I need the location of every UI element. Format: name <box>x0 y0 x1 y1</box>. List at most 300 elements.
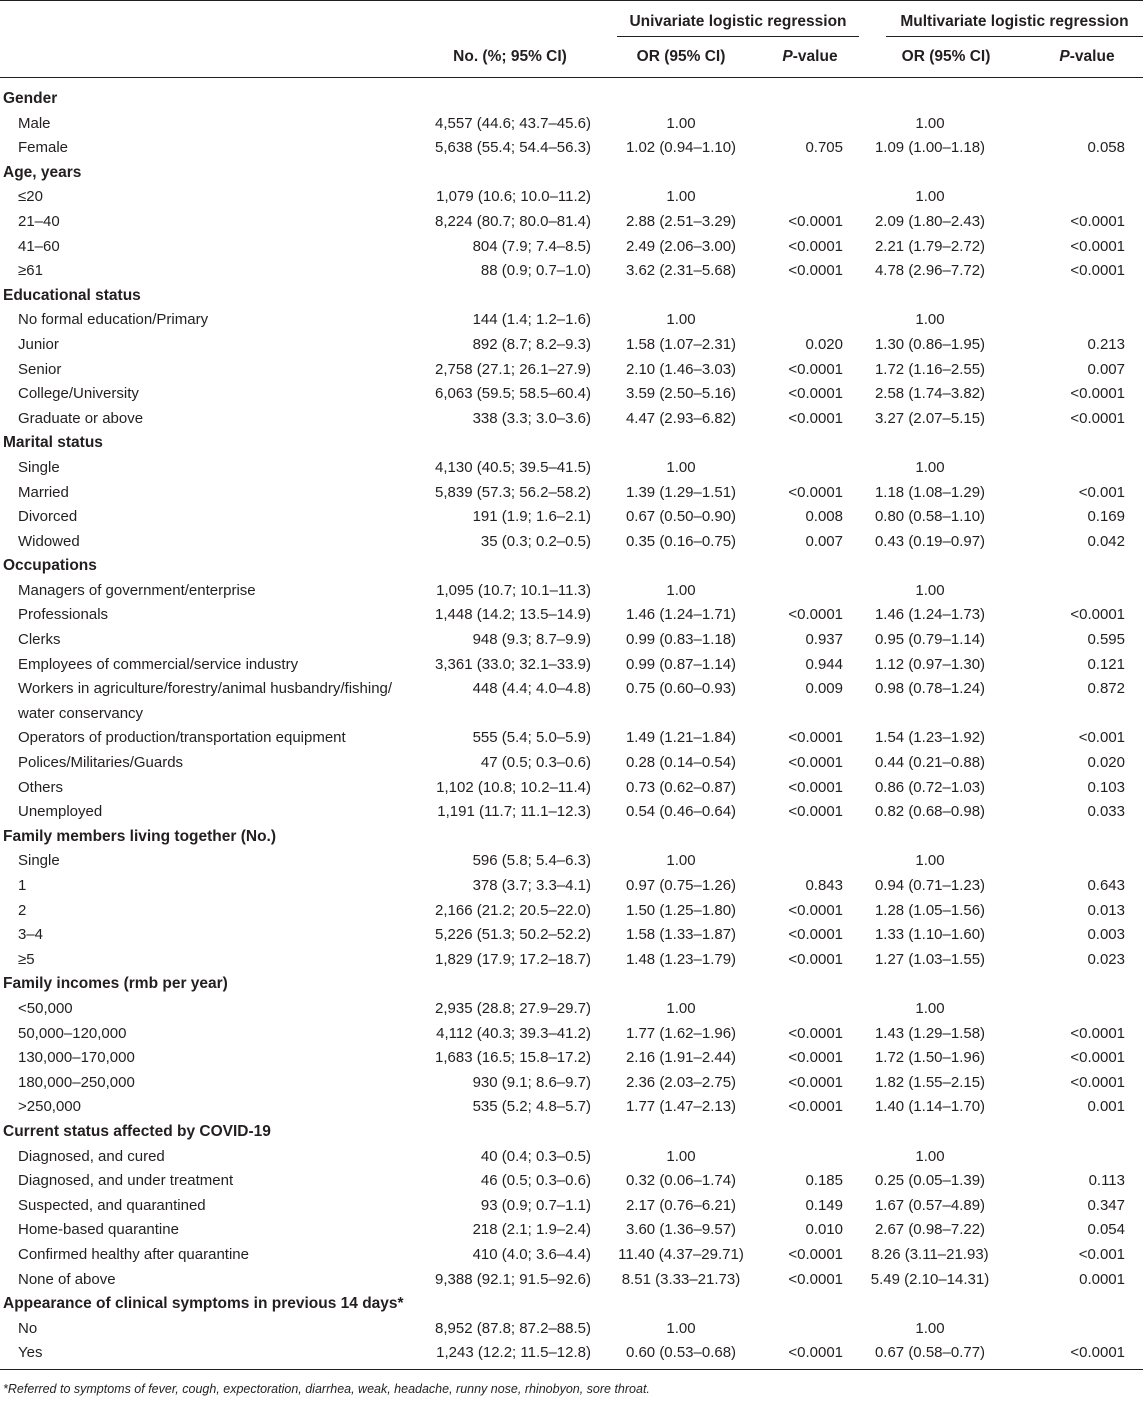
spacer <box>843 948 870 973</box>
or-multivariate-cell: 1.33 (1.10–1.60) <box>874 926 986 944</box>
count-cell: 1,102 (10.8; 10.2–11.4) <box>436 778 591 796</box>
or-multivariate-cell: 1.00 <box>915 852 945 870</box>
or-univariate-cell: 1.00 <box>666 1319 696 1337</box>
p-univariate-cell <box>745 1317 843 1342</box>
spacer <box>843 628 870 653</box>
spacer <box>591 407 617 432</box>
table-row <box>0 800 1143 825</box>
category-row <box>0 87 1143 112</box>
count-cell: 1,079 (10.6; 10.0–11.2) <box>436 188 591 206</box>
spacer <box>591 1341 617 1366</box>
spacer <box>591 235 617 260</box>
or-multivariate-cell: 1.09 (1.00–1.18) <box>874 139 986 157</box>
table-row <box>0 185 1143 210</box>
row-label: 2 <box>18 901 27 919</box>
table-row <box>0 1169 1143 1194</box>
bottom-rule <box>0 1369 1143 1370</box>
spacer <box>1125 456 1143 481</box>
or-multivariate-cell: 1.00 <box>915 999 945 1017</box>
or-multivariate-cell: 0.95 (0.79–1.14) <box>874 631 986 649</box>
p-multivariate-cell: 0.054 <box>1087 1221 1125 1239</box>
p-univariate-cell: 0.009 <box>805 680 843 698</box>
category-row <box>0 284 1143 309</box>
p-univariate-cell: <0.0001 <box>788 754 843 772</box>
p-multivariate-cell: 0.003 <box>1087 926 1125 944</box>
p-multivariate-cell: 0.872 <box>1087 680 1125 698</box>
row-label: ≥5 <box>18 950 35 968</box>
spacer <box>843 751 870 776</box>
p-multivariate-cell: 0.013 <box>1087 901 1125 919</box>
p-multivariate-cell <box>990 579 1125 604</box>
table-row <box>0 1145 1143 1170</box>
p-multivariate-cell: 0.643 <box>1087 877 1125 894</box>
spacer <box>843 382 870 407</box>
or-univariate-cell: 2.88 (2.51–3.29) <box>625 212 737 230</box>
or-univariate-cell: 8.51 (3.33–21.73) <box>621 1270 741 1288</box>
p-univariate-cell <box>745 112 843 137</box>
count-cell: 3,361 (33.0; 32.1–33.9) <box>435 655 591 673</box>
count-cell: 191 (1.9; 1.6–2.1) <box>472 508 591 526</box>
table-row <box>0 1341 1143 1366</box>
row-label: Female <box>18 139 69 157</box>
p-univariate-cell <box>745 849 843 874</box>
spacer <box>1125 776 1143 801</box>
p-univariate-cell <box>745 579 843 604</box>
category-label: Family incomes (rmb per year) <box>3 975 228 993</box>
or-univariate-cell: 3.62 (2.31–5.68) <box>625 262 737 280</box>
p-univariate-cell: 0.843 <box>805 877 843 894</box>
or-multivariate-cell: 2.58 (1.74–3.82) <box>874 385 986 403</box>
count-cell: 410 (4.0; 3.6–4.4) <box>472 1245 591 1263</box>
spacer <box>1125 997 1143 1022</box>
spacer <box>1125 849 1143 874</box>
table-row <box>0 726 1143 751</box>
or-univariate-cell: 1.77 (1.47–2.13) <box>625 1098 737 1116</box>
category-label: Appearance of clinical symptoms in previous 14 days* <box>3 1295 404 1313</box>
p-multivariate-cell: <0.0001 <box>1070 237 1125 255</box>
col-header-p-univariate <box>760 45 860 69</box>
spacer <box>1125 1268 1143 1293</box>
row-label: 3–4 <box>18 926 44 944</box>
p-multivariate-cell: 0.213 <box>1087 335 1125 353</box>
category-row <box>0 1292 1143 1317</box>
or-univariate-cell: 1.49 (1.21–1.84) <box>625 729 737 747</box>
spacer <box>843 923 870 948</box>
or-multivariate-cell: 0.94 (0.71–1.23) <box>874 877 986 894</box>
category-row <box>0 161 1143 186</box>
or-multivariate-cell: 1.46 (1.24–1.73) <box>874 606 986 624</box>
row-label: No formal education/Primary <box>18 311 209 329</box>
p-multivariate-cell: 0.007 <box>1087 360 1125 378</box>
spacer <box>843 333 870 358</box>
category-row <box>0 972 1143 997</box>
spacer <box>843 136 870 161</box>
p-univariate-cell <box>745 308 843 333</box>
spacer <box>591 333 617 358</box>
p-multivariate-cell: 0.001 <box>1087 1098 1125 1116</box>
table-row <box>0 997 1143 1022</box>
spacer <box>591 259 617 284</box>
spacer <box>1125 751 1143 776</box>
or-multivariate-cell: 4.78 (2.96–7.72) <box>874 262 986 280</box>
or-multivariate-cell: 5.49 (2.10–14.31) <box>870 1270 990 1288</box>
spacer <box>1125 628 1143 653</box>
p-univariate-cell: 0.007 <box>805 532 843 550</box>
p-univariate-cell: 0.149 <box>805 1196 843 1214</box>
table-row <box>0 603 1143 628</box>
col-header-p-multivariate <box>1035 45 1139 69</box>
spacer <box>843 899 870 924</box>
table-row <box>0 1095 1143 1120</box>
spacer <box>843 407 870 432</box>
or-multivariate-cell: 1.18 (1.08–1.29) <box>874 483 986 501</box>
row-label: 180,000–250,000 <box>18 1073 135 1091</box>
spacer <box>1125 210 1143 235</box>
p-univariate-cell: 0.944 <box>805 655 843 673</box>
spacer <box>843 235 870 260</box>
spacer <box>843 1268 870 1293</box>
spacer <box>591 185 617 210</box>
spacer <box>843 1317 870 1342</box>
spacer <box>843 481 870 506</box>
table-row <box>0 308 1143 333</box>
table-row <box>0 530 1143 555</box>
spacer <box>843 800 870 825</box>
p-univariate-cell <box>745 997 843 1022</box>
count-cell: 596 (5.8; 5.4–6.3) <box>472 852 591 870</box>
spacer <box>591 481 617 506</box>
p-univariate-cell: <0.0001 <box>788 385 843 403</box>
p-univariate-cell: <0.0001 <box>788 483 843 501</box>
spacer <box>591 628 617 653</box>
header-rule <box>0 77 1143 78</box>
or-univariate-cell: 1.58 (1.33–1.87) <box>625 926 737 944</box>
p-univariate-cell: <0.0001 <box>788 1344 843 1362</box>
spacer <box>591 1071 617 1096</box>
category-label: Occupations <box>3 557 97 575</box>
table-row <box>0 849 1143 874</box>
p-multivariate-cell: <0.0001 <box>1070 409 1125 427</box>
row-label: Workers in agriculture/forestry/animal husbandry/fishing/ water conservancy <box>18 680 393 722</box>
count-cell: 88 (0.9; 0.7–1.0) <box>480 262 591 280</box>
p-multivariate-cell: 0.103 <box>1087 778 1125 796</box>
spacer <box>591 849 617 874</box>
or-multivariate-cell: 2.67 (0.98–7.22) <box>874 1221 986 1239</box>
row-label: Senior <box>18 360 62 378</box>
spacer <box>843 677 870 726</box>
spacer <box>1125 1145 1143 1170</box>
spacer <box>591 1194 617 1219</box>
p-univariate-cell: <0.0001 <box>788 360 843 378</box>
spacer <box>1125 1169 1143 1194</box>
spacer <box>843 1046 870 1071</box>
spacer <box>1125 1194 1143 1219</box>
spacer <box>1125 874 1143 899</box>
row-label: Single <box>18 852 60 870</box>
or-multivariate-cell: 1.00 <box>915 311 945 329</box>
p-univariate-cell: 0.010 <box>805 1221 843 1239</box>
category-label: Gender <box>3 90 58 107</box>
row-label: Unemployed <box>18 803 103 821</box>
p-multivariate-cell: <0.0001 <box>1070 1344 1125 1362</box>
p-univariate-cell: <0.0001 <box>788 1049 843 1067</box>
or-multivariate-cell: 1.43 (1.29–1.58) <box>874 1024 986 1042</box>
category-label: Current status affected by COVID-19 <box>3 1122 271 1140</box>
table-row <box>0 653 1143 678</box>
spacer <box>843 1145 870 1170</box>
col-header-or-multivariate: OR (95% CI) <box>901 48 991 65</box>
p-multivariate-cell <box>990 308 1125 333</box>
spacer <box>843 1071 870 1096</box>
row-label: Widowed <box>18 532 80 550</box>
spacer <box>843 726 870 751</box>
count-cell: 5,839 (57.3; 56.2–58.2) <box>435 483 591 501</box>
spacer <box>591 358 617 383</box>
row-label: Managers of government/enterprise <box>18 581 256 599</box>
row-label: Divorced <box>18 508 78 526</box>
or-univariate-cell: 0.28 (0.14–0.54) <box>625 754 737 772</box>
row-label: Operators of production/transportation equipment <box>18 729 346 747</box>
row-label: Married <box>18 483 69 501</box>
spacer <box>591 456 617 481</box>
row-label: Confirmed healthy after quarantine <box>18 1245 249 1263</box>
p-univariate-cell: <0.0001 <box>788 606 843 624</box>
count-cell: 9,388 (92.1; 91.5–92.6) <box>435 1270 591 1288</box>
or-univariate-cell: 1.39 (1.29–1.51) <box>625 483 737 501</box>
or-univariate-cell: 0.75 (0.60–0.93) <box>625 680 737 698</box>
p-univariate-cell: 0.937 <box>805 631 843 649</box>
spacer <box>591 1095 617 1120</box>
spacer <box>1125 259 1143 284</box>
table-row <box>0 136 1143 161</box>
or-multivariate-cell: 1.00 <box>915 458 945 476</box>
p-italic: P <box>1059 48 1070 65</box>
or-univariate-cell: 2.36 (2.03–2.75) <box>625 1073 737 1091</box>
spacer <box>843 112 870 137</box>
spacer <box>591 653 617 678</box>
count-cell: 2,166 (21.2; 20.5–22.0) <box>435 901 591 919</box>
count-cell: 1,095 (10.7; 10.1–11.3) <box>436 581 591 599</box>
count-cell: 2,935 (28.8; 27.9–29.7) <box>435 999 591 1017</box>
table-row <box>0 1218 1143 1243</box>
p-multivariate-cell: 0.121 <box>1087 655 1125 673</box>
spacer <box>843 1095 870 1120</box>
spacer <box>843 530 870 555</box>
spacer <box>843 874 870 899</box>
or-multivariate-cell: 1.00 <box>915 581 945 599</box>
or-multivariate-cell: 1.82 (1.55–2.15) <box>874 1073 986 1091</box>
row-label: No <box>18 1319 38 1337</box>
row-label: Employees of commercial/service industry <box>18 655 299 673</box>
spacer <box>1125 1095 1143 1120</box>
count-cell: 948 (9.3; 8.7–9.9) <box>472 631 591 649</box>
p-univariate-cell: <0.0001 <box>788 262 843 280</box>
count-cell: 2,758 (27.1; 26.1–27.9) <box>435 360 591 378</box>
count-cell: 144 (1.4; 1.2–1.6) <box>472 311 591 329</box>
or-multivariate-cell: 0.80 (0.58–1.10) <box>874 508 986 526</box>
or-univariate-cell: 2.49 (2.06–3.00) <box>625 237 737 255</box>
p-multivariate-cell <box>990 185 1125 210</box>
spacer <box>591 948 617 973</box>
or-multivariate-cell: 1.72 (1.50–1.96) <box>874 1049 986 1067</box>
spacer <box>843 308 870 333</box>
spacer <box>843 505 870 530</box>
table-row <box>0 407 1143 432</box>
or-univariate-cell: 1.00 <box>666 458 696 476</box>
or-multivariate-cell: 2.09 (1.80–2.43) <box>874 212 986 230</box>
or-multivariate-cell: 2.21 (1.79–2.72) <box>874 237 986 255</box>
spacer <box>1125 481 1143 506</box>
row-label: 50,000–120,000 <box>18 1024 127 1042</box>
table-row <box>0 923 1143 948</box>
results-table <box>0 87 1143 1366</box>
or-univariate-cell: 1.02 (0.94–1.10) <box>625 139 737 157</box>
spacer <box>1125 1022 1143 1047</box>
or-multivariate-cell: 1.54 (1.23–1.92) <box>874 729 986 747</box>
p-multivariate-cell: 0.595 <box>1087 631 1125 649</box>
row-label: None of above <box>18 1270 116 1288</box>
row-label: ≤20 <box>18 188 43 206</box>
count-cell: 555 (5.4; 5.0–5.9) <box>472 729 591 747</box>
spacer <box>591 530 617 555</box>
row-label: >250,000 <box>18 1098 81 1116</box>
spacer <box>1125 800 1143 825</box>
p-multivariate-cell: 0.020 <box>1087 754 1125 772</box>
or-multivariate-cell: 1.00 <box>915 1319 945 1337</box>
spacer <box>843 456 870 481</box>
p-italic: P <box>782 48 793 65</box>
spacer <box>1125 1071 1143 1096</box>
count-cell: 4,112 (40.3; 39.3–41.2) <box>436 1024 591 1042</box>
or-univariate-cell: 1.58 (1.07–2.31) <box>625 335 737 353</box>
category-row <box>0 431 1143 456</box>
count-cell: 1,191 (11.7; 11.1–12.3) <box>437 803 591 821</box>
or-univariate-cell: 1.48 (1.23–1.79) <box>625 950 737 968</box>
or-univariate-cell: 2.16 (1.91–2.44) <box>625 1049 737 1067</box>
table-row <box>0 1317 1143 1342</box>
p-multivariate-cell: 0.058 <box>1087 139 1125 157</box>
p-multivariate-cell <box>990 456 1125 481</box>
or-univariate-cell: 2.10 (1.46–3.03) <box>625 360 737 378</box>
or-multivariate-cell: 1.67 (0.57–4.89) <box>874 1196 986 1214</box>
spacer <box>1125 1243 1143 1268</box>
spacer <box>1125 235 1143 260</box>
spacer <box>1125 112 1143 137</box>
spacer <box>1125 505 1143 530</box>
or-univariate-cell: 0.99 (0.83–1.18) <box>625 631 737 649</box>
or-univariate-cell: 1.00 <box>666 581 696 599</box>
or-univariate-cell: 1.46 (1.24–1.71) <box>625 606 737 624</box>
spacer <box>1125 579 1143 604</box>
p-multivariate-cell: <0.0001 <box>1070 262 1125 280</box>
or-univariate-cell: 2.17 (0.76–6.21) <box>625 1196 737 1214</box>
spacer <box>1125 603 1143 628</box>
p-multivariate-cell: <0.0001 <box>1070 1049 1125 1067</box>
table-row <box>0 1071 1143 1096</box>
p-univariate-cell: <0.0001 <box>788 1024 843 1042</box>
spacer <box>591 603 617 628</box>
row-label: Junior <box>18 335 59 353</box>
p-univariate-cell: <0.0001 <box>788 1073 843 1091</box>
category-row <box>0 554 1143 579</box>
count-cell: 35 (0.3; 0.2–0.5) <box>480 532 591 550</box>
row-label: Home-based quarantine <box>18 1221 179 1239</box>
or-multivariate-cell: 0.25 (0.05–1.39) <box>874 1172 986 1190</box>
count-cell: 338 (3.3; 3.0–3.6) <box>472 409 591 427</box>
or-univariate-cell: 0.67 (0.50–0.90) <box>625 508 737 526</box>
p-multivariate-cell: 0.042 <box>1087 532 1125 550</box>
row-label: Yes <box>18 1344 43 1362</box>
count-cell: 6,063 (59.5; 58.5–60.4) <box>435 385 591 403</box>
table-row <box>0 382 1143 407</box>
p-univariate-cell: <0.0001 <box>788 926 843 944</box>
spacer <box>1125 1341 1143 1366</box>
p-multivariate-cell <box>990 1145 1125 1170</box>
table-row <box>0 1194 1143 1219</box>
spacer <box>591 1169 617 1194</box>
spacer <box>591 210 617 235</box>
spacer <box>843 1243 870 1268</box>
spacer <box>1125 1046 1143 1071</box>
category-row <box>0 825 1143 850</box>
p-univariate-cell <box>745 456 843 481</box>
p-univariate-cell: <0.0001 <box>788 237 843 255</box>
spacer <box>1125 653 1143 678</box>
or-univariate-cell: 1.00 <box>666 114 696 132</box>
count-cell: 1,829 (17.9; 17.2–18.7) <box>435 950 591 968</box>
spacer <box>843 603 870 628</box>
category-label: Age, years <box>3 163 82 181</box>
spacer <box>591 874 617 899</box>
or-univariate-cell: 11.40 (4.37–29.71) <box>618 1245 744 1263</box>
spacer <box>1125 923 1143 948</box>
count-cell: 8,224 (80.7; 80.0–81.4) <box>435 212 591 230</box>
spacer <box>843 1022 870 1047</box>
p-multivariate-cell <box>990 1317 1125 1342</box>
count-cell: 8,952 (87.8; 87.2–88.5) <box>435 1319 591 1337</box>
spacer <box>591 308 617 333</box>
count-cell: 892 (8.7; 8.2–9.3) <box>472 335 591 353</box>
or-multivariate-cell: 8.26 (3.11–21.93) <box>871 1245 989 1263</box>
count-cell: 47 (0.5; 0.3–0.6) <box>480 754 591 772</box>
row-label: Male <box>18 114 51 132</box>
count-cell: 804 (7.9; 7.4–8.5) <box>472 237 591 255</box>
spacer <box>843 776 870 801</box>
count-cell: 40 (0.4; 0.3–0.5) <box>480 1147 591 1165</box>
p-multivariate-cell: 0.347 <box>1087 1196 1125 1214</box>
row-label: Diagnosed, and cured <box>18 1147 165 1165</box>
spacer <box>591 1046 617 1071</box>
or-multivariate-cell: 1.30 (0.86–1.95) <box>874 335 986 353</box>
or-univariate-cell: 1.00 <box>666 188 696 206</box>
spacer <box>591 726 617 751</box>
count-cell: 930 (9.1; 8.6–9.7) <box>472 1073 591 1091</box>
p-multivariate-cell: <0.0001 <box>1070 385 1125 403</box>
spacer <box>843 1341 870 1366</box>
p-univariate-cell: <0.0001 <box>788 901 843 919</box>
p-multivariate-cell: 0.023 <box>1087 950 1125 968</box>
spacer <box>1125 382 1143 407</box>
or-multivariate-cell: 0.44 (0.21–0.88) <box>874 754 986 772</box>
spacer <box>1125 1317 1143 1342</box>
p-multivariate-cell <box>990 997 1125 1022</box>
spacer <box>591 1022 617 1047</box>
spacer <box>843 1169 870 1194</box>
spacer <box>591 1317 617 1342</box>
spacer <box>843 579 870 604</box>
or-multivariate-cell: 3.27 (2.07–5.15) <box>874 409 986 427</box>
row-label: College/University <box>18 385 139 403</box>
